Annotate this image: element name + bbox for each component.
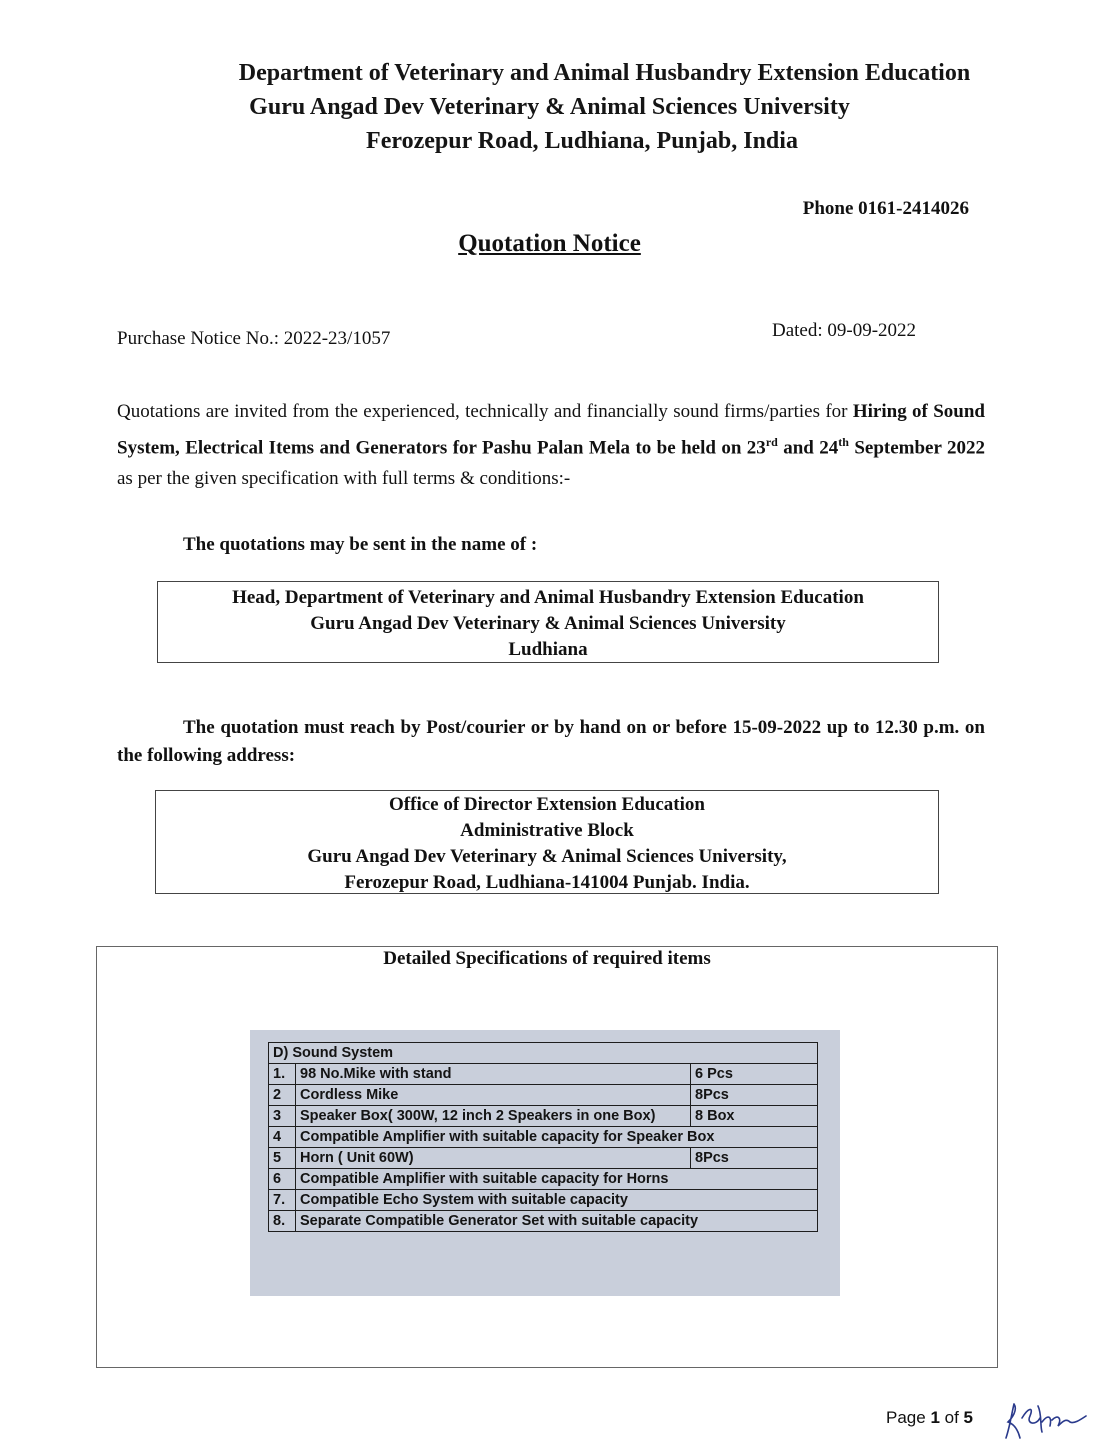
- item-number: 7.: [269, 1190, 296, 1211]
- item-number: 3: [269, 1106, 296, 1127]
- section-heading: D) Sound System: [269, 1043, 818, 1064]
- table-row: [269, 1211, 818, 1232]
- intro-paragraph: [117, 396, 985, 494]
- spec-table: [268, 1042, 818, 1232]
- scanned-spec-table: [250, 1030, 840, 1296]
- addressee-line-1: Head, Department of Veterinary and Animal Husbandry Extension Education: [232, 587, 864, 608]
- item-description: Compatible Amplifier with suitable capacity for Horns: [296, 1169, 818, 1190]
- page-number: [886, 1408, 973, 1428]
- phone-number: Phone 0161-2414026: [802, 198, 969, 219]
- addressee-line-2: Guru Angad Dev Veterinary & Animal Sciences University: [310, 613, 786, 634]
- table-row: [269, 1169, 818, 1190]
- item-description: 98 No.Mike with stand: [296, 1064, 691, 1085]
- intro-bold-b: and 24: [777, 437, 839, 459]
- intro-bold-c: September 2022: [848, 437, 985, 459]
- item-description: Compatible Amplifier with suitable capacity for Speaker Box: [296, 1127, 818, 1148]
- intro-lead: Quotations are invited from the experienced, technically and financially sound firms/parties for: [117, 401, 848, 422]
- item-description: Speaker Box( 300W, 12 inch 2 Speakers in one Box): [296, 1106, 691, 1127]
- item-description: Compatible Echo System with suitable capacity: [296, 1190, 818, 1211]
- address-line-1: Office of Director Extension Education: [389, 794, 705, 815]
- send-to-heading: The quotations may be sent in the name of :: [183, 534, 538, 555]
- handwritten-signature: [1000, 1398, 1088, 1444]
- item-description: Cordless Mike: [296, 1085, 691, 1106]
- item-number: 5: [269, 1148, 296, 1169]
- page-current: 1: [930, 1408, 940, 1427]
- university-name: Guru Angad Dev Veterinary & Animal Sciences University: [249, 94, 850, 120]
- address-line-2: Administrative Block: [460, 820, 634, 841]
- item-quantity: 6 Pcs: [691, 1064, 818, 1085]
- table-row: [269, 1190, 818, 1211]
- purchase-notice-number: Purchase Notice No.: 2022-23/1057: [117, 328, 391, 349]
- item-quantity: 8 Box: [691, 1106, 818, 1127]
- table-row: [269, 1064, 818, 1085]
- addressee-line-3: Ludhiana: [508, 639, 588, 660]
- table-row: [269, 1148, 818, 1169]
- deadline-paragraph: The quotation must reach by Post/courier or by hand on or before 15-09-2022 up to 12.30 p.m. on the following address:: [117, 717, 985, 766]
- table-row: [269, 1106, 818, 1127]
- intro-tail: as per the given specification with full terms & conditions:-: [117, 468, 571, 490]
- intro-sup-th: th: [838, 435, 849, 449]
- addressee-box: [157, 581, 939, 663]
- university-address: Ferozepur Road, Ludhiana, Punjab, India: [366, 128, 798, 154]
- item-number: 4: [269, 1127, 296, 1148]
- notice-date: Dated: 09-09-2022: [772, 320, 917, 341]
- item-number: 8.: [269, 1211, 296, 1232]
- page-of: of: [939, 1408, 964, 1427]
- specifications-title: Detailed Specifications of required items: [383, 948, 711, 969]
- table-row: [269, 1127, 818, 1148]
- intro-sup-rd: rd: [765, 435, 778, 449]
- intro-bold-a: Hiring of Sound System, Electrical Items and Generators for Pashu Palan Mela to be held on 23: [117, 401, 985, 459]
- table-section-row: [269, 1043, 818, 1064]
- letterhead: [0, 56, 1099, 158]
- item-number: 1.: [269, 1064, 296, 1085]
- item-description: Separate Compatible Generator Set with suitable capacity: [296, 1211, 818, 1232]
- department-name: Department of Veterinary and Animal Husbandry Extension Education: [238, 60, 971, 86]
- page-total: 5: [963, 1408, 973, 1427]
- submission-address-box: [155, 790, 939, 894]
- page-title: [0, 230, 1099, 258]
- item-number: 2: [269, 1085, 296, 1106]
- item-quantity: 8Pcs: [691, 1148, 818, 1169]
- item-quantity: 8Pcs: [691, 1085, 818, 1106]
- address-line-3: Guru Angad Dev Veterinary & Animal Sciences University,: [307, 846, 787, 867]
- page-prefix: Page: [886, 1408, 931, 1427]
- table-row: [269, 1085, 818, 1106]
- title-text: Quotation Notice: [458, 230, 641, 257]
- item-number: 6: [269, 1169, 296, 1190]
- address-line-4: Ferozepur Road, Ludhiana-141004 Punjab. India.: [344, 872, 750, 893]
- item-description: Horn ( Unit 60W): [296, 1148, 691, 1169]
